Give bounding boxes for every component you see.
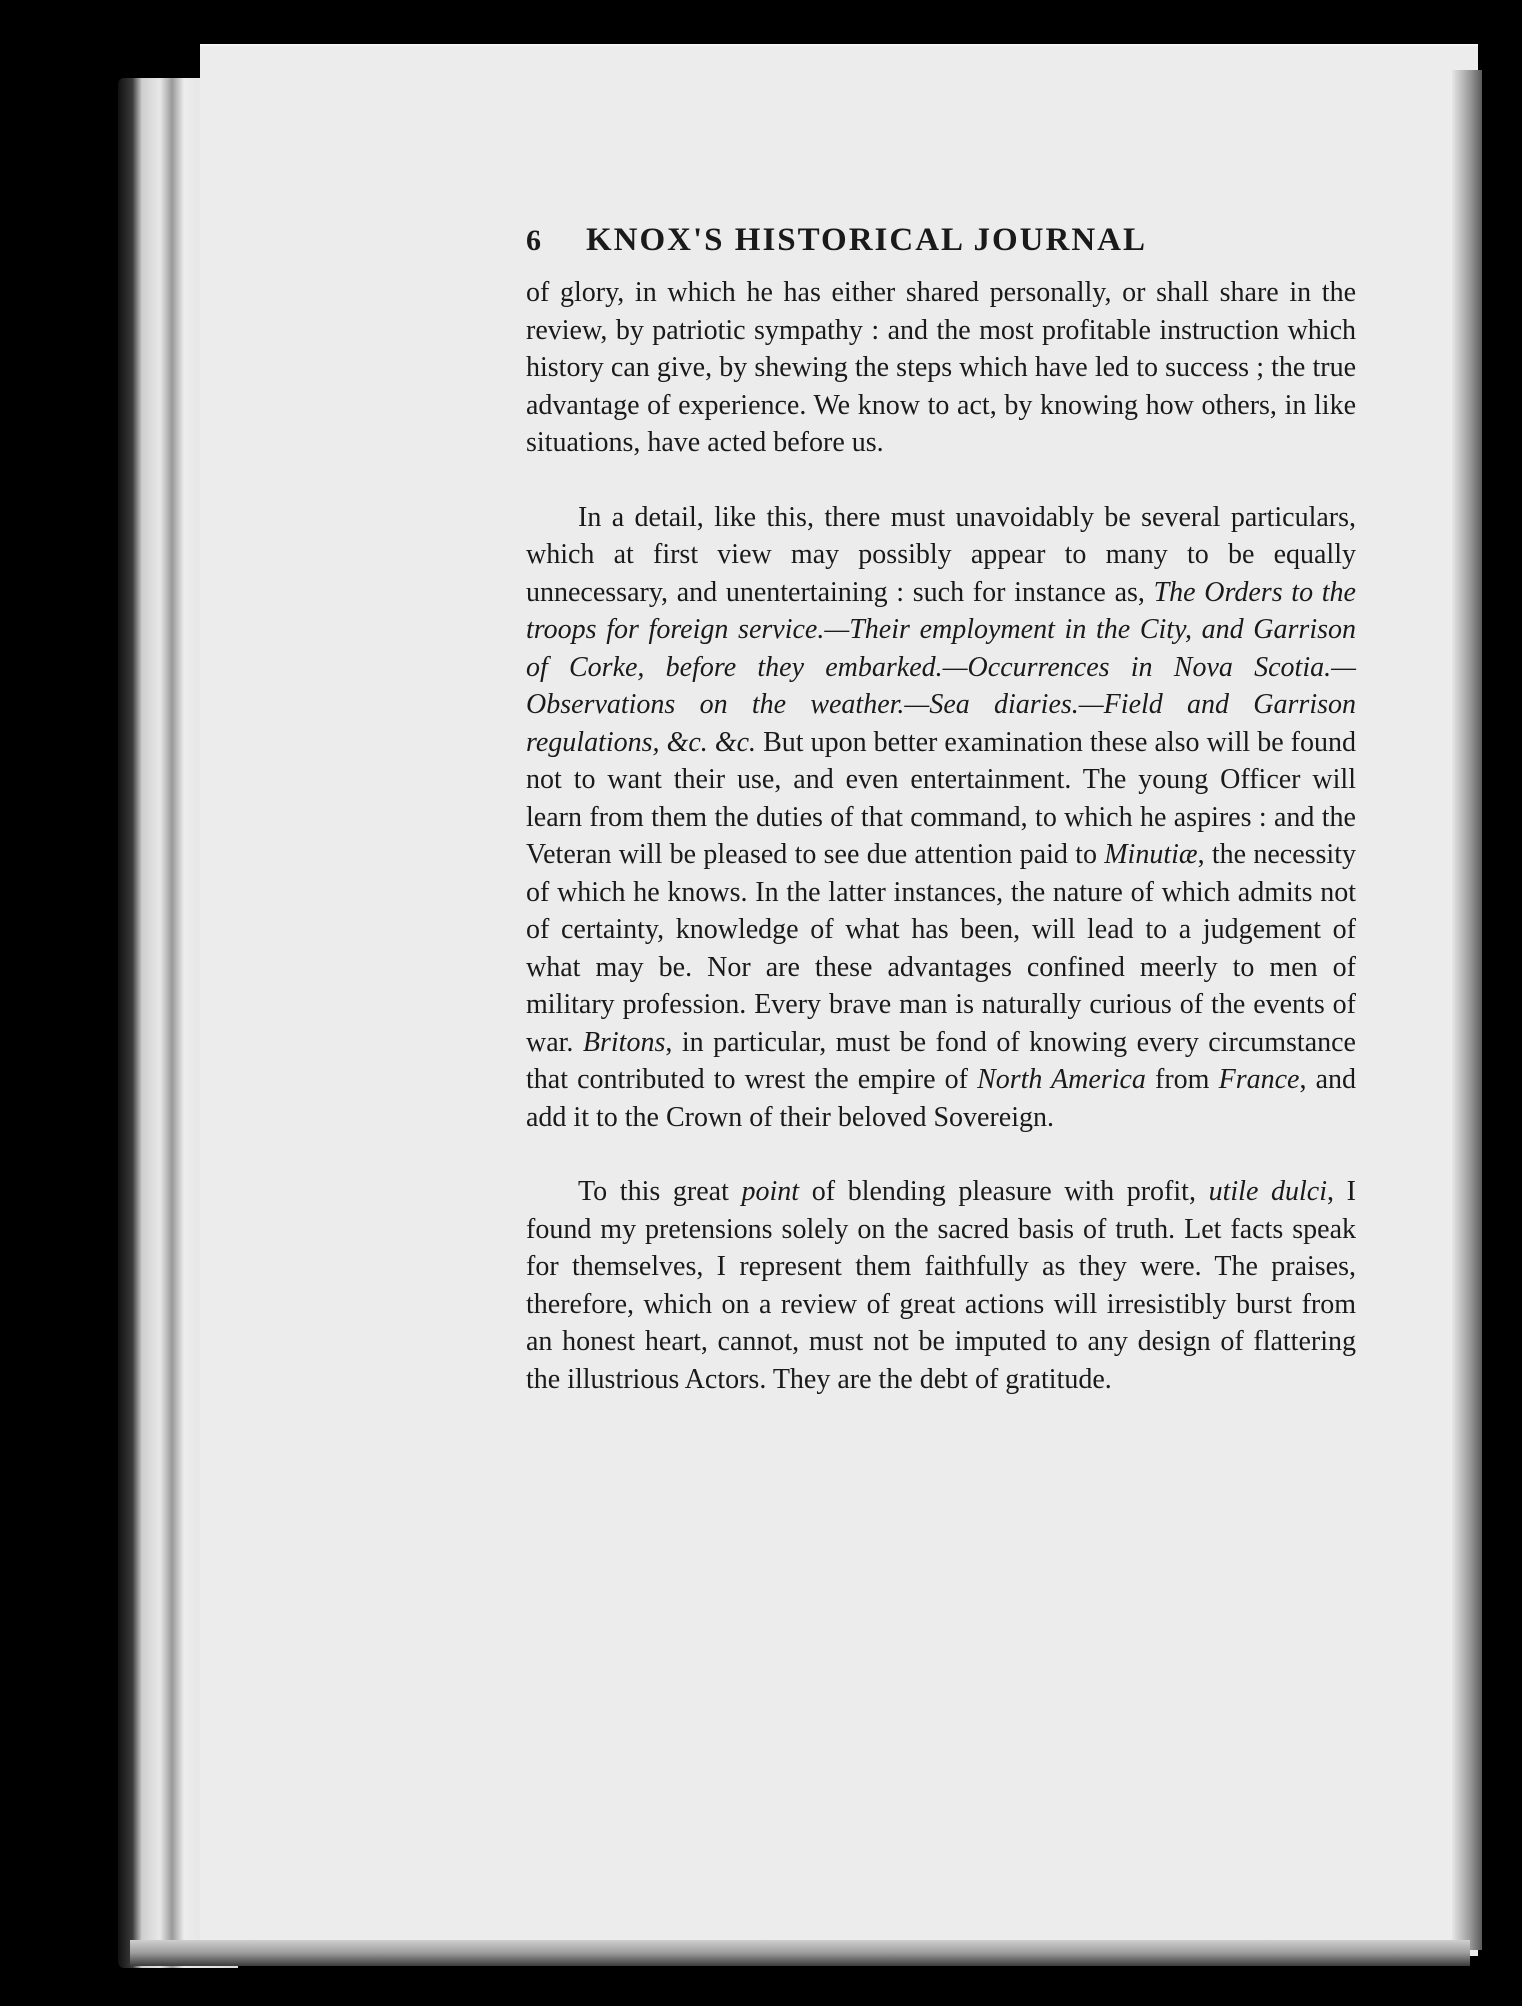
paragraph-1: of glory, in which he has either shared personally, or shall share in the review, by patriotic sympathy : and the most profitable instruction which history can give, by shewing the steps which have led to success ; the true advantage of experience. We know to act, by knowing how others, in like situations, have acted before us.: [526, 277, 1356, 458]
body-text: from: [1145, 1064, 1219, 1095]
italic-text: North America: [977, 1064, 1146, 1095]
italic-text: Britons: [582, 1026, 666, 1058]
italic-text: utile dulci: [1208, 1176, 1328, 1207]
italic-text: point: [741, 1176, 800, 1207]
body-text: , in particular, must be fond of knowing every circumstance that contributed to wrest the empire of: [526, 1026, 1356, 1095]
paragraph-3: [526, 1173, 1356, 1398]
italic-text: The Orders to the troops for foreign service.—Their employment in the City, and Garrison of Corke, before they embarked.—Occurrences in Nova Scotia.—Observations on the weather.—Sea diaries.—Field and Garrison regulations, &c. &c.: [526, 576, 1356, 758]
paragraph-2: [526, 499, 1356, 1137]
page-number: 6: [526, 224, 543, 257]
text-block: [526, 222, 1356, 1435]
body-text: of blending pleasure with profit,: [799, 1176, 1209, 1207]
body-text: , the necessity of which he knows. In the latter instances, the nature of which admits not of certainty, knowledge of what has been, will lead to a judgement of what may be. Nor are these advantages confined meerly to men of military profession. Every brave man is naturally curious of the events of war.: [526, 839, 1356, 1058]
running-head: [526, 222, 1356, 266]
italic-text: Minutiæ: [1104, 839, 1198, 870]
body-text: , I found my pretensions solely on the sacred basis of truth. Let facts speak for themselves, I represent them faithfully as they were. The praises, therefore, which on a review of great actions will irresistibly burst from an honest heart, cannot, must not be imputed to any design of flattering the illustrious Actors. They are the debt of gratitude.: [526, 1176, 1356, 1395]
page-gutter-shadow: [1452, 70, 1482, 1950]
body-text: But upon better examination these also will be found not to want their use, and even entertainment. The young Officer will learn from them the duties of that command, to which he aspires : and the Veteran will be pleased to see due attention paid to: [526, 726, 1356, 870]
body-text: In a detail, like this, there must unavoidably be several particulars, which at first view may possibly appear to many to be equally unnecessary, and unentertaining : such for instance as,: [526, 501, 1356, 608]
italic-text: France: [1218, 1064, 1300, 1095]
body-text: To this great: [578, 1176, 742, 1207]
body-text: , and add it to the Crown of their beloved Sovereign.: [526, 1064, 1357, 1133]
page-title: KNOX'S HISTORICAL JOURNAL: [586, 222, 1148, 258]
page-bottom-edge: [130, 1940, 1470, 1966]
